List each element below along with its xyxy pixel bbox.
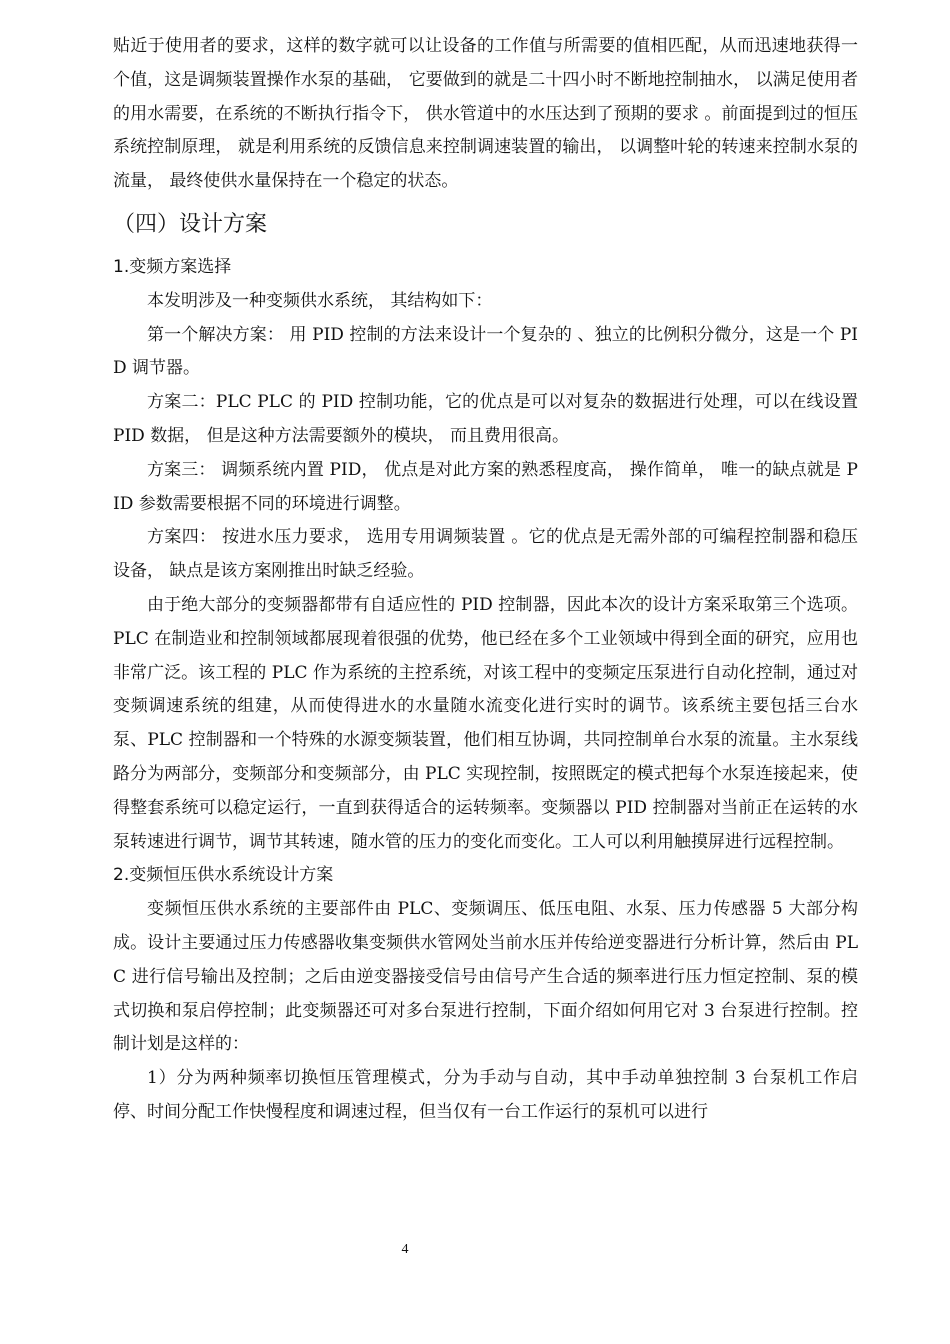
paragraph-scheme-one: 第一个解决方案： 用 PID 控制的方法来设计一个复杂的 、独立的比例积分微分，这是一个 PID 调节器。 (113, 324, 858, 379)
paragraph-continued: 贴近于使用者的要求，这样的数字就可以让设备的工作值与所需要的值相匹配，从而迅速地获得一个值，这是调频装置操作水泵的基础， 它要做到的就是二十四小时不断地控制抽水， 以满足使用者的用水需要，在系统的不断执行指令下， 供水管道中的水压达到了预期的要求 。前面提到过的恒压系统控制原理， 就是利用系统的反馈信息来控制调速装置的输出， 以调整叶轮的转速来控制水泵的流量， 最终使供水量保持在一个稳定的状态。 (113, 36, 858, 192)
subsection-heading-system-design: 2.变频恒压供水系统设计方案 (113, 865, 334, 886)
paragraph-scheme-three: 方案三： 调频系统内置 PID， 优点是对此方案的熟悉程度高， 操作简单， 唯一的缺点就是 PID 参数需要根据不同的环境进行调整。 (113, 459, 858, 514)
paragraph-scheme-choice: 由于绝大部分的变频器都带有自适应性的 PID 控制器，因此本次的设计方案采取第三个选项。PLC 在制造业和控制领域都展现着很强的优势，他已经在多个工业领域中得到全面的研究，应用也非常广泛。该工程的 PLC 作为系统的主控系统，对该工程中的变频定压泵进行自动化控制，通过对变频调速系统的组建，从而使得进水的水量随水流变化进行实时的调节。该系统主要包括三台水泵、PLC 控制器和一个特殊的水源变频装置，他们相互协调，共同控制单台水泵的流量。主水泵线路分为两部分，变频部分和变频部分，由 PLC 实现控制，按照既定的模式把每个水泵连接起来，使得整套系统可以稳定运行，一直到获得适合的运转频率。变频器以 PID 控制器对当前正在运转的水泵转速进行调节，调节其转速，随水管的压力的变化而变化。工人可以利用触摸屏进行远程控制。 (113, 594, 858, 852)
paragraph-scheme-two: 方案二：PLC PLC 的 PID 控制功能，它的优点是可以对复杂的数据进行处理，可以在线设置 PID 数据， 但是这种方法需要额外的模块， 而且费用很高。 (113, 392, 858, 446)
section-heading-design-plan: （四）设计方案 (113, 211, 268, 237)
page-body (113, 30, 858, 1130)
paragraph-scheme-four: 方案四： 按进水压力要求， 选用专用调频装置 。它的优点是无需外部的可编程控制器和稳压设备， 缺点是该方案刚推出时缺乏经验。 (113, 527, 858, 582)
subsection-heading-frequency-scheme: 1.变频方案选择 (113, 256, 232, 277)
paragraph-structure-intro: 本发明涉及一种变频供水系统， 其结构如下： (147, 290, 493, 311)
paragraph-control-mode: 1）分为两种频率切换恒压管理模式，分为手动与自动，其中手动单独控制 3 台泵机工作启停、时间分配工作快慢程度和调速过程，但当仅有一台工作运行的泵机可以进行 (113, 1068, 858, 1122)
paragraph-system-components: 变频恒压供水系统的主要部件由 PLC、变频调压、低压电阻、水泵、压力传感器 5 大部分构成。设计主要通过压力传感器收集变频供水管网处当前水压并传给逆变器进行分析计算，然后由 PLC 进行信号输出及控制；之后由逆变器接受信号由信号产生合适的频率进行压力恒定控制、泵的模式切换和泵启停控制；此变频器还可对多台泵进行控制，下面介绍如何用它对 3 台泵进行控制。控制计划是这样的： (113, 899, 858, 1055)
page-number: 4 (401, 1242, 409, 1257)
